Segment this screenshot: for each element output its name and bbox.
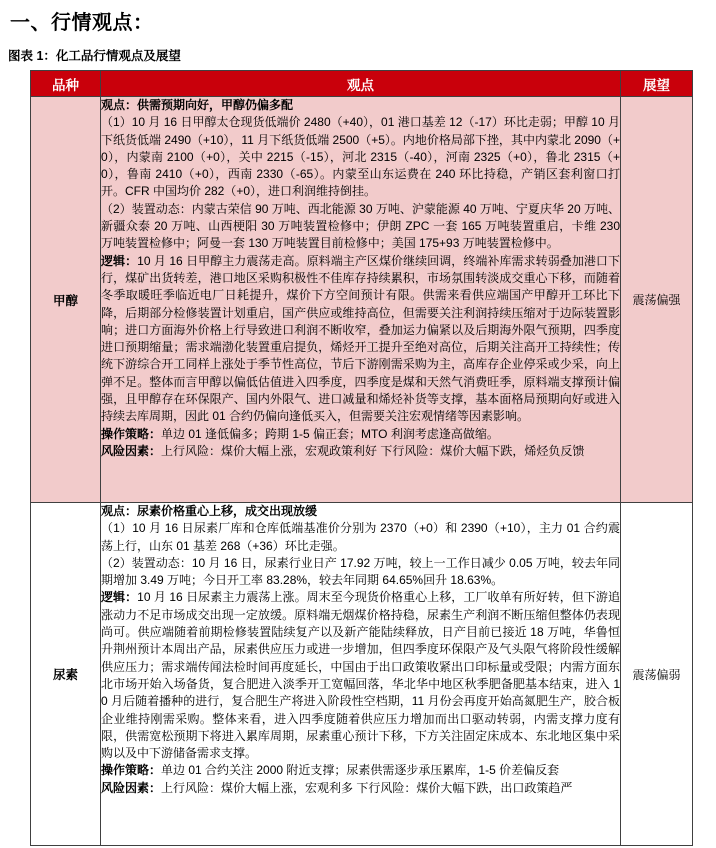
- viewpoint-cell: [101, 97, 621, 503]
- paragraph-text: （1）10 月 16 日甲醇太仓现货低端价 2480（+40），01 港口基差 12（-17）环比走弱；甲醇 10 月下纸货低端 2490（+10），11 月下纸货低端 2500（+5）。内地价格局部下挫，其中内蒙北 2090（+0），内蒙南 2100（+0），关中 2215（-15），河北 2315（-40），河南 2325（+0），鲁北 2315（+0），鲁南 2410（+0），西南 2330（-65）。内蒙至山东运费在 240 环比持稳，产销区套利窗口打开。CFR 中国均价 282（+0），进口利润维持倒挂。: [101, 115, 620, 199]
- variety-cell: 甲醇: [31, 97, 101, 503]
- paragraph: [101, 555, 620, 590]
- figure-label: 图表 1：化工品行情观点及展望: [8, 49, 181, 63]
- paragraph-text: 10 月 16 日甲醇主力震荡走高。原料端主产区煤价继续回调，终端补库需求转弱叠加港口下行，煤矿出货转差，港口地区采购积极性不佳库存持续累积，市场氛围转淡成交重心下移，而随着冬季取暖旺季临近电厂日耗提升，煤价下方空间预计有限。供需来看供应端国产甲醇开工环比下降，后期部分检修装置计划重启，国产供应或维持高位，但需要关注利润持续压缩对于边际装置影响；进口方面海外价格上行导致进口利润不断收窄，叠加运力偏紧以及后期海外限气预期，四季度进口预期缩量；需求端渤化装置重启提负，烯烃开工提升至绝对高位，后期关注高开工持续性；传统下游综合开工同样上涨处于季节性高位，节后下游刚需采购为主，高库存企业停采或少采，向上弹不足。整体而言甲醇以偏低估值进入四季度，四季度是煤和天然气消费旺季，原料端支撑预计偏强，且甲醇存在环保限产、国内外限气、进口减量和烯烃补货等支撑，基本面格局预期向好或进入持续去库周期，因此 01 合约仍偏向逢低买入，但需要关注宏观情绪等因素影响。: [101, 253, 620, 424]
- paragraph-text: 单边 01 逢低偏多；跨期 1-5 偏正套；MTO 利润考虑逢高做缩。: [161, 426, 499, 441]
- paragraph: [101, 426, 620, 443]
- table-row-methanol: [31, 97, 693, 503]
- outlook-cell: 震荡偏弱: [621, 503, 693, 846]
- page-title: 一、行情观点：: [10, 12, 154, 34]
- paragraph: [101, 253, 620, 426]
- paragraph-text: （1）10 月 16 日尿素厂库和仓库低端基准价分别为 2370（+0）和 2390（+10），主力 01 合约震荡上行，山东 01 基差 268（+36）环比走强。: [101, 521, 620, 553]
- paragraph: [101, 201, 620, 253]
- col-header-viewpoint: 观点: [101, 71, 621, 97]
- paragraph: [101, 443, 620, 460]
- viewpoint-cell: [101, 503, 621, 846]
- paragraph-label: 操作策略：: [101, 763, 162, 778]
- paragraph-text: 上行风险：煤价大幅上涨，宏观政策利好 下行风险：煤价大幅下跌，烯烃负反馈: [161, 443, 585, 458]
- view-title: 观点：供需预期向好，甲醇仍偏多配: [101, 98, 294, 112]
- viewpoint-table: [30, 70, 693, 846]
- table-header: [31, 71, 693, 97]
- table-row-urea: [31, 503, 693, 846]
- col-header-outlook: 展望: [621, 71, 693, 97]
- view-title: 观点：尿素价格重心上移，成交出现放缓: [101, 504, 318, 518]
- paragraph: [101, 589, 620, 762]
- paragraph-text: （2）装置动态：10 月 16 日，尿素行业日产 17.92 万吨，较上一工作日减少 0.05 万吨，较去年同期增加 3.49 万吨；今日开工率 83.28%，较去年同期 64.65%回升 18.63%。: [101, 555, 620, 588]
- paragraph-text: （2）装置动态：内蒙古荣信 90 万吨、西北能源 30 万吨、沪蒙能源 40 万吨、宁夏庆华 20 万吨、新疆众泰 20 万吨、山西梗阳 30 万吨装置检修中；伊朗 ZPC 一套 165 万吨装置重启，卡维 230 万吨装置检修中；阿曼一套 130 万吨装置目前检修中；美国 175+93 万吨装置检修中。: [101, 201, 620, 251]
- col-header-variety: 品种: [31, 71, 101, 97]
- table-body: [31, 97, 693, 846]
- paragraph: [101, 780, 620, 797]
- paragraph-label: 逻辑：: [101, 590, 138, 605]
- paragraph-label: 操作策略：: [101, 426, 162, 441]
- paragraph-label: 风险因素：: [101, 443, 162, 458]
- paragraph-text: 单边 01 合约关注 2000 附近支撑；尿素供需逐步承压累库，1-5 价差偏反套: [161, 763, 560, 778]
- paragraph-label: 风险因素：: [101, 780, 162, 795]
- paragraph-text: 10 月 16 日尿素主力震荡上涨。周末至今现货价格重心上移，工厂收单有所好转，但下游追涨动力不足市场成交出现一定放缓。原料端无烟煤价格持稳，尿素生产利润不断压缩但整体仍表现尚可。供应端随着前期检修装置陆续复产以及新产能陆续释放，日产目前已接近 18 万吨，华鲁恒升荆州预计本周出产品，尿素供应压力或进一步增加，但四季度环保限产及气头限气将阶段性缓解供应压力；需求端传闻法检时间再度延长，中国由于出口政策收紧出口印标量或受限；内需方面东北市场开始入场备货，复合肥进入淡季开工宽幅回落，华北华中地区秋季肥备肥基本结束，进入 10 月后随着播种的进行，复合肥生产将进入阶段性空档期，11 月份会再度开始高氮肥生产，胶合板企业维持刚需采购。整体来看，进入四季度随着供应压力增加而出口驱动转弱，内需支撑力度有限，供需宽松预期下将进入累库周期，尿素重心预计下移，下方关注固定床成本、东北地区集中采购以及中下游储备需求支撑。: [101, 590, 620, 761]
- outlook-cell: 震荡偏强: [621, 97, 693, 503]
- paragraph: [101, 762, 620, 779]
- header-row: [31, 71, 693, 97]
- paragraph: [101, 114, 620, 200]
- paragraph: [101, 520, 620, 555]
- variety-cell: 尿素: [31, 503, 101, 846]
- paragraph-text: 上行风险：煤价大幅上涨，宏观利多 下行风险：煤价大幅下跌，出口政策趋严: [161, 780, 573, 795]
- paragraph-label: 逻辑：: [101, 253, 138, 268]
